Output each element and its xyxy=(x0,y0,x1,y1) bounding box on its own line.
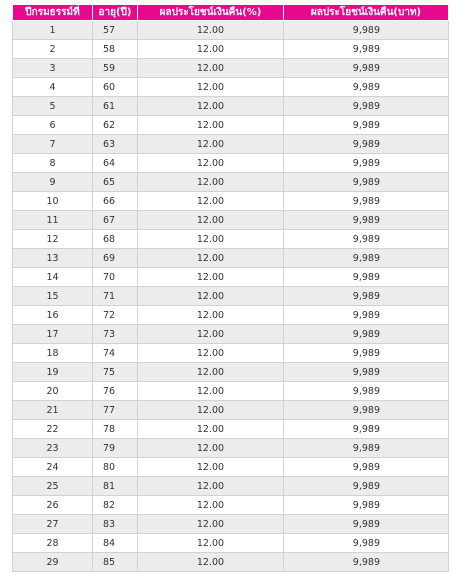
benefit-percent-cell: 12.00 xyxy=(138,306,284,325)
age-cell: 68 xyxy=(93,230,138,249)
benefit-baht-cell: 9,989 xyxy=(284,154,449,173)
benefit-percent-cell: 12.00 xyxy=(138,116,284,135)
benefit-percent-cell: 12.00 xyxy=(138,287,284,306)
benefit-percent-cell: 12.00 xyxy=(138,173,284,192)
benefit-baht-cell: 9,989 xyxy=(284,21,449,40)
policy-year-cell: 18 xyxy=(13,344,93,363)
benefit-baht-cell: 9,989 xyxy=(284,401,449,420)
table-row xyxy=(13,135,449,154)
benefit-baht-cell: 9,989 xyxy=(284,173,449,192)
table-row xyxy=(13,59,449,78)
age-cell: 81 xyxy=(93,477,138,496)
table-row xyxy=(13,116,449,135)
header-policy-year: ปีกรมธรรม์ที่ xyxy=(13,5,93,21)
age-cell: 67 xyxy=(93,211,138,230)
table-row xyxy=(13,211,449,230)
policy-year-cell: 20 xyxy=(13,382,93,401)
table-row xyxy=(13,306,449,325)
benefit-baht-cell: 9,989 xyxy=(284,40,449,59)
benefit-percent-cell: 12.00 xyxy=(138,211,284,230)
benefit-baht-cell: 9,989 xyxy=(284,515,449,534)
policy-year-cell: 21 xyxy=(13,401,93,420)
table-row xyxy=(13,173,449,192)
policy-year-cell: 7 xyxy=(13,135,93,154)
policy-year-cell: 22 xyxy=(13,420,93,439)
policy-year-cell: 2 xyxy=(13,40,93,59)
table-row xyxy=(13,420,449,439)
benefit-percent-cell: 12.00 xyxy=(138,268,284,287)
benefit-percent-cell: 12.00 xyxy=(138,458,284,477)
policy-year-cell: 24 xyxy=(13,458,93,477)
benefit-baht-cell: 9,989 xyxy=(284,116,449,135)
policy-year-cell: 13 xyxy=(13,249,93,268)
benefit-percent-cell: 12.00 xyxy=(138,420,284,439)
age-cell: 60 xyxy=(93,78,138,97)
age-cell: 72 xyxy=(93,306,138,325)
table-row xyxy=(13,553,449,572)
benefit-percent-cell: 12.00 xyxy=(138,325,284,344)
policy-year-cell: 25 xyxy=(13,477,93,496)
benefit-baht-cell: 9,989 xyxy=(284,192,449,211)
benefit-percent-cell: 12.00 xyxy=(138,135,284,154)
benefit-percent-cell: 12.00 xyxy=(138,21,284,40)
table-row xyxy=(13,192,449,211)
benefit-baht-cell: 9,989 xyxy=(284,59,449,78)
benefit-percent-cell: 12.00 xyxy=(138,40,284,59)
age-cell: 57 xyxy=(93,21,138,40)
policy-year-cell: 26 xyxy=(13,496,93,515)
age-cell: 82 xyxy=(93,496,138,515)
table-row xyxy=(13,534,449,553)
header-benefit-percent: ผลประโยชน์เงินคืน(%) xyxy=(138,5,284,21)
benefit-baht-cell: 9,989 xyxy=(284,363,449,382)
age-cell: 70 xyxy=(93,268,138,287)
age-cell: 73 xyxy=(93,325,138,344)
benefit-baht-cell: 9,989 xyxy=(284,344,449,363)
benefit-baht-cell: 9,989 xyxy=(284,439,449,458)
benefit-baht-cell: 9,989 xyxy=(284,230,449,249)
age-cell: 59 xyxy=(93,59,138,78)
age-cell: 78 xyxy=(93,420,138,439)
policy-year-cell: 8 xyxy=(13,154,93,173)
age-cell: 62 xyxy=(93,116,138,135)
age-cell: 79 xyxy=(93,439,138,458)
policy-year-cell: 15 xyxy=(13,287,93,306)
benefit-percent-cell: 12.00 xyxy=(138,553,284,572)
header-benefit-baht: ผลประโยชน์เงินคืน(บาท) xyxy=(284,5,449,21)
policy-year-cell: 4 xyxy=(13,78,93,97)
benefit-baht-cell: 9,989 xyxy=(284,268,449,287)
policy-year-cell: 28 xyxy=(13,534,93,553)
benefit-percent-cell: 12.00 xyxy=(138,477,284,496)
table-row xyxy=(13,40,449,59)
benefit-percent-cell: 12.00 xyxy=(138,230,284,249)
table-row xyxy=(13,382,449,401)
table-row xyxy=(13,477,449,496)
benefit-baht-cell: 9,989 xyxy=(284,325,449,344)
benefit-percent-cell: 12.00 xyxy=(138,439,284,458)
table-row xyxy=(13,401,449,420)
benefit-baht-cell: 9,989 xyxy=(284,458,449,477)
age-cell: 66 xyxy=(93,192,138,211)
table-row xyxy=(13,287,449,306)
benefit-baht-cell: 9,989 xyxy=(284,534,449,553)
age-cell: 76 xyxy=(93,382,138,401)
header-age: อายุ(ปี) xyxy=(93,5,138,21)
age-cell: 84 xyxy=(93,534,138,553)
table-row xyxy=(13,21,449,40)
benefit-percent-cell: 12.00 xyxy=(138,401,284,420)
benefit-baht-cell: 9,989 xyxy=(284,306,449,325)
benefit-table-container xyxy=(12,4,448,572)
table-row xyxy=(13,458,449,477)
age-cell: 71 xyxy=(93,287,138,306)
benefit-percent-cell: 12.00 xyxy=(138,363,284,382)
table-row xyxy=(13,230,449,249)
age-cell: 63 xyxy=(93,135,138,154)
benefit-percent-cell: 12.00 xyxy=(138,154,284,173)
table-row xyxy=(13,268,449,287)
age-cell: 58 xyxy=(93,40,138,59)
age-cell: 61 xyxy=(93,97,138,116)
benefit-percent-cell: 12.00 xyxy=(138,78,284,97)
age-cell: 83 xyxy=(93,515,138,534)
age-cell: 85 xyxy=(93,553,138,572)
table-row xyxy=(13,363,449,382)
table-row xyxy=(13,249,449,268)
table-row xyxy=(13,515,449,534)
policy-year-cell: 23 xyxy=(13,439,93,458)
benefit-baht-cell: 9,989 xyxy=(284,553,449,572)
benefit-percent-cell: 12.00 xyxy=(138,496,284,515)
table-body xyxy=(13,21,449,572)
policy-year-cell: 3 xyxy=(13,59,93,78)
benefit-baht-cell: 9,989 xyxy=(284,135,449,154)
policy-year-cell: 17 xyxy=(13,325,93,344)
table-row xyxy=(13,325,449,344)
table-row xyxy=(13,439,449,458)
benefit-percent-cell: 12.00 xyxy=(138,59,284,78)
benefit-baht-cell: 9,989 xyxy=(284,382,449,401)
benefit-baht-cell: 9,989 xyxy=(284,78,449,97)
benefit-baht-cell: 9,989 xyxy=(284,420,449,439)
benefit-percent-cell: 12.00 xyxy=(138,249,284,268)
table-header-row xyxy=(13,5,449,21)
table-row xyxy=(13,78,449,97)
benefit-percent-cell: 12.00 xyxy=(138,97,284,116)
age-cell: 75 xyxy=(93,363,138,382)
cash-back-benefit-table xyxy=(12,4,449,572)
policy-year-cell: 16 xyxy=(13,306,93,325)
age-cell: 77 xyxy=(93,401,138,420)
table-row xyxy=(13,344,449,363)
policy-year-cell: 12 xyxy=(13,230,93,249)
age-cell: 80 xyxy=(93,458,138,477)
policy-year-cell: 14 xyxy=(13,268,93,287)
policy-year-cell: 1 xyxy=(13,21,93,40)
policy-year-cell: 19 xyxy=(13,363,93,382)
table-row xyxy=(13,97,449,116)
benefit-baht-cell: 9,989 xyxy=(284,97,449,116)
table-row xyxy=(13,154,449,173)
age-cell: 65 xyxy=(93,173,138,192)
benefit-baht-cell: 9,989 xyxy=(284,211,449,230)
benefit-percent-cell: 12.00 xyxy=(138,382,284,401)
policy-year-cell: 29 xyxy=(13,553,93,572)
policy-year-cell: 11 xyxy=(13,211,93,230)
benefit-baht-cell: 9,989 xyxy=(284,496,449,515)
benefit-baht-cell: 9,989 xyxy=(284,287,449,306)
benefit-baht-cell: 9,989 xyxy=(284,477,449,496)
benefit-percent-cell: 12.00 xyxy=(138,515,284,534)
policy-year-cell: 6 xyxy=(13,116,93,135)
age-cell: 74 xyxy=(93,344,138,363)
benefit-percent-cell: 12.00 xyxy=(138,344,284,363)
table-row xyxy=(13,496,449,515)
age-cell: 64 xyxy=(93,154,138,173)
age-cell: 69 xyxy=(93,249,138,268)
policy-year-cell: 5 xyxy=(13,97,93,116)
benefit-percent-cell: 12.00 xyxy=(138,534,284,553)
benefit-baht-cell: 9,989 xyxy=(284,249,449,268)
policy-year-cell: 9 xyxy=(13,173,93,192)
benefit-percent-cell: 12.00 xyxy=(138,192,284,211)
policy-year-cell: 27 xyxy=(13,515,93,534)
policy-year-cell: 10 xyxy=(13,192,93,211)
